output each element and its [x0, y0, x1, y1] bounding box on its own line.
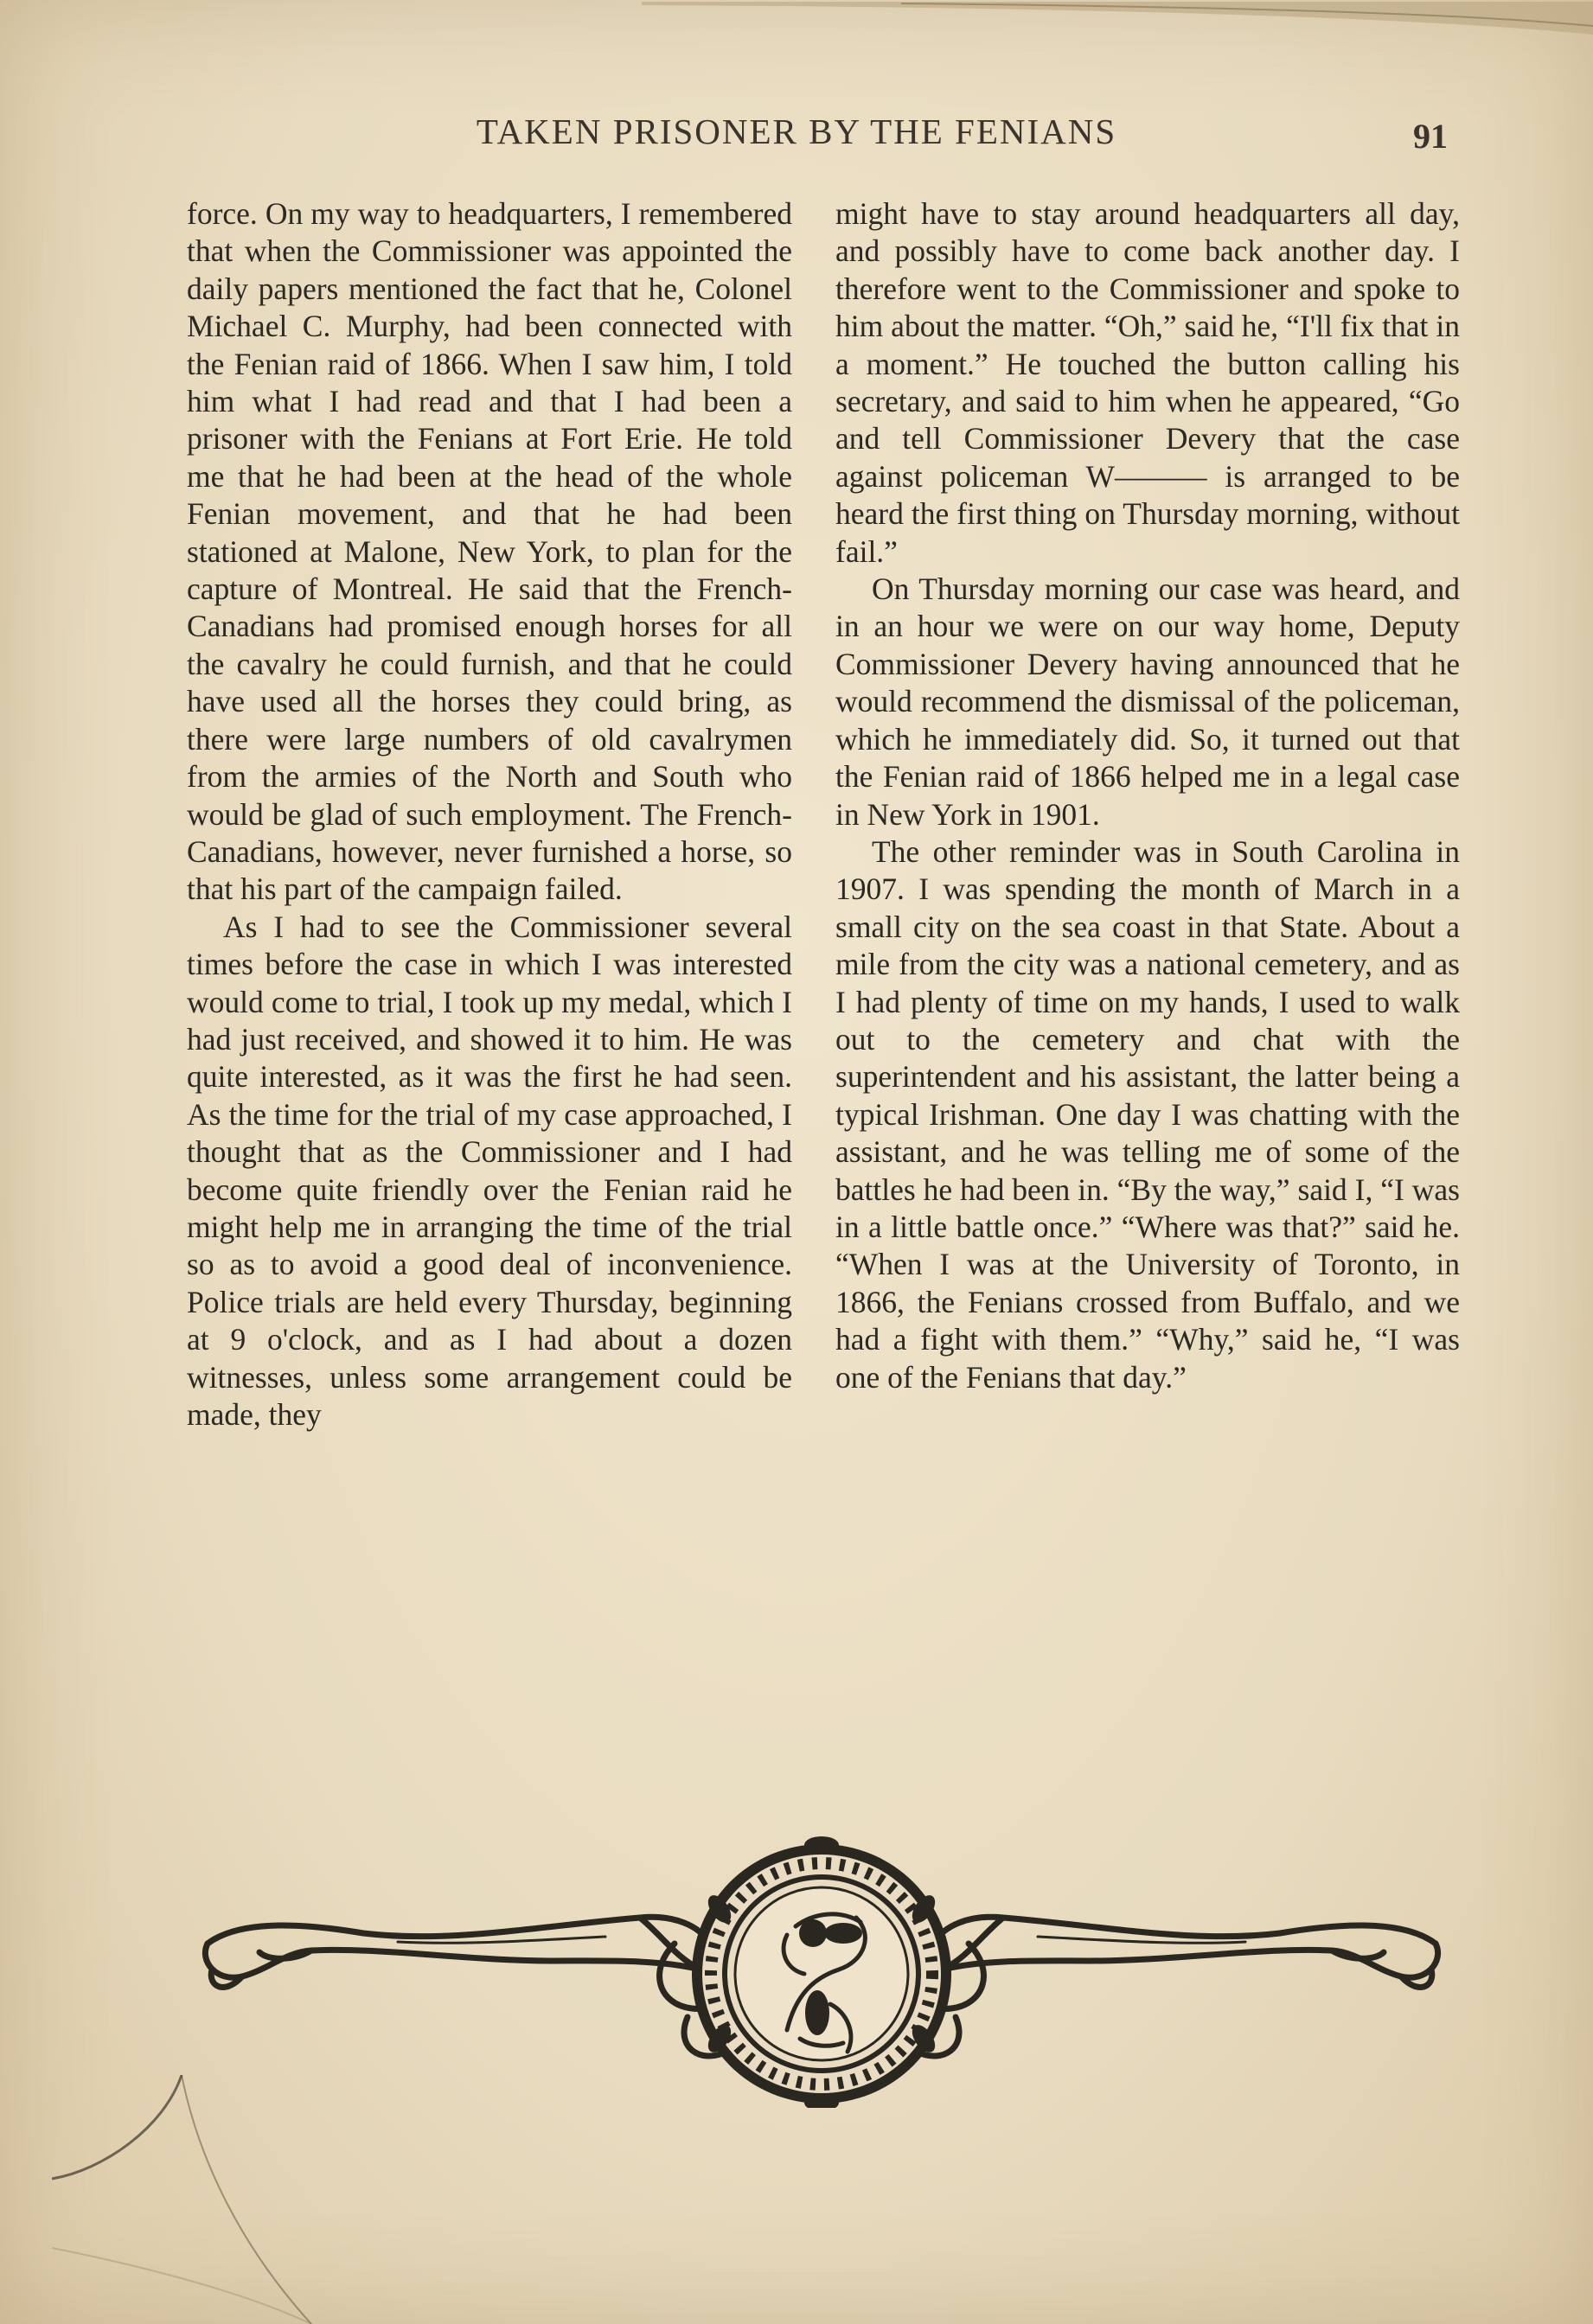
page-top-edge-shadow — [642, 0, 1593, 35]
page-number: 91 — [1413, 117, 1448, 156]
running-header — [0, 111, 1593, 163]
left-column — [187, 195, 792, 1433]
paragraph: As I had to see the Commissioner several times before the case in which I was interested would come to trial, I took up my medal, which I had just received, and showed it to him. He was quite interested, as it was the first he had seen. As the time for the trial of my case approached, I thought that as the Commissioner and I had become quite friendly over the Fenian raid he might help me in arranging the time of the trial so as to avoid a good deal of inconvenience. Police trials are held every Thursday, beginning at 9 o'clock, and as I had about a dozen witnesses, unless some arrangement could be made, they — [187, 909, 792, 1432]
paragraph: force. On my way to headquarters, I remembered that when the Commissioner was appointed the daily papers mentioned the fact that he, Colonel Michael C. Murphy, had been connected with the Fenian raid of 1866. When I saw him, I told him what I had read and that I had been a prisoner with the Fenians at Fort Erie. He told me that he had been at the head of the whole Fenian movement, and that he had been stationed at Malone, New York, to plan for the capture of Montreal. He said that the French-Canadians had promised enough horses for all the cavalry he could furnish, and that he could have used all the horses they could bring, as there were large numbers of old cavalrymen from the armies of the North and South who would be glad of such employment. The French-Canadians, however, never furnished a horse, so that his part of the campaign failed. — [187, 196, 792, 907]
running-title: TAKEN PRISONER BY THE FENIANS — [476, 112, 1117, 151]
paragraph: On Thursday morning our case was heard, and in an hour we were on our way home, Deputy Commissioner Devery having announced that he would recommend the dismissal of the policeman, which he immediately did. So, it turned out that the Fenian raid of 1866 helped me in a legal case in New York in 1901. — [835, 571, 1460, 832]
page-crease-mark — [52, 2075, 536, 2324]
paragraph: might have to stay around headquarters all day, and possibly have to come back another day. I therefore went to the Commissioner and spoke to him about the matter. “Oh,” said he, “I'll fix that in a moment.” He touched the button calling his secretary, and said to him when he appeared, “Go and tell Commissioner Devery that the case against policeman W——— is arranged to be heard the first thing on Thursday morning, without fail.” — [835, 196, 1460, 569]
paragraph: The other reminder was in South Carolina in 1907. I was spending the month of March in a small city on the sea coast in that State. About a mile from the city was a national cemetery, and as I had plenty of time on my hands, I used to walk out to the cemetery and chat with the superintendent and his assistant, the latter being a typical Irishman. One day I was chatting with the assistant, and he was telling me of some of the battles he had been in. “By the way,” said I, “I was in a little battle once.” “Where was that?” said he. “When I was at the University of Toronto, in 1866, the Fenians crossed from Buffalo, and we had a fight with them.” “Why,” said he, “I was one of the Fenians that day.” — [835, 833, 1460, 1395]
ribbon-medallion-ornament-icon — [190, 1831, 1453, 2108]
right-column — [835, 195, 1460, 1396]
